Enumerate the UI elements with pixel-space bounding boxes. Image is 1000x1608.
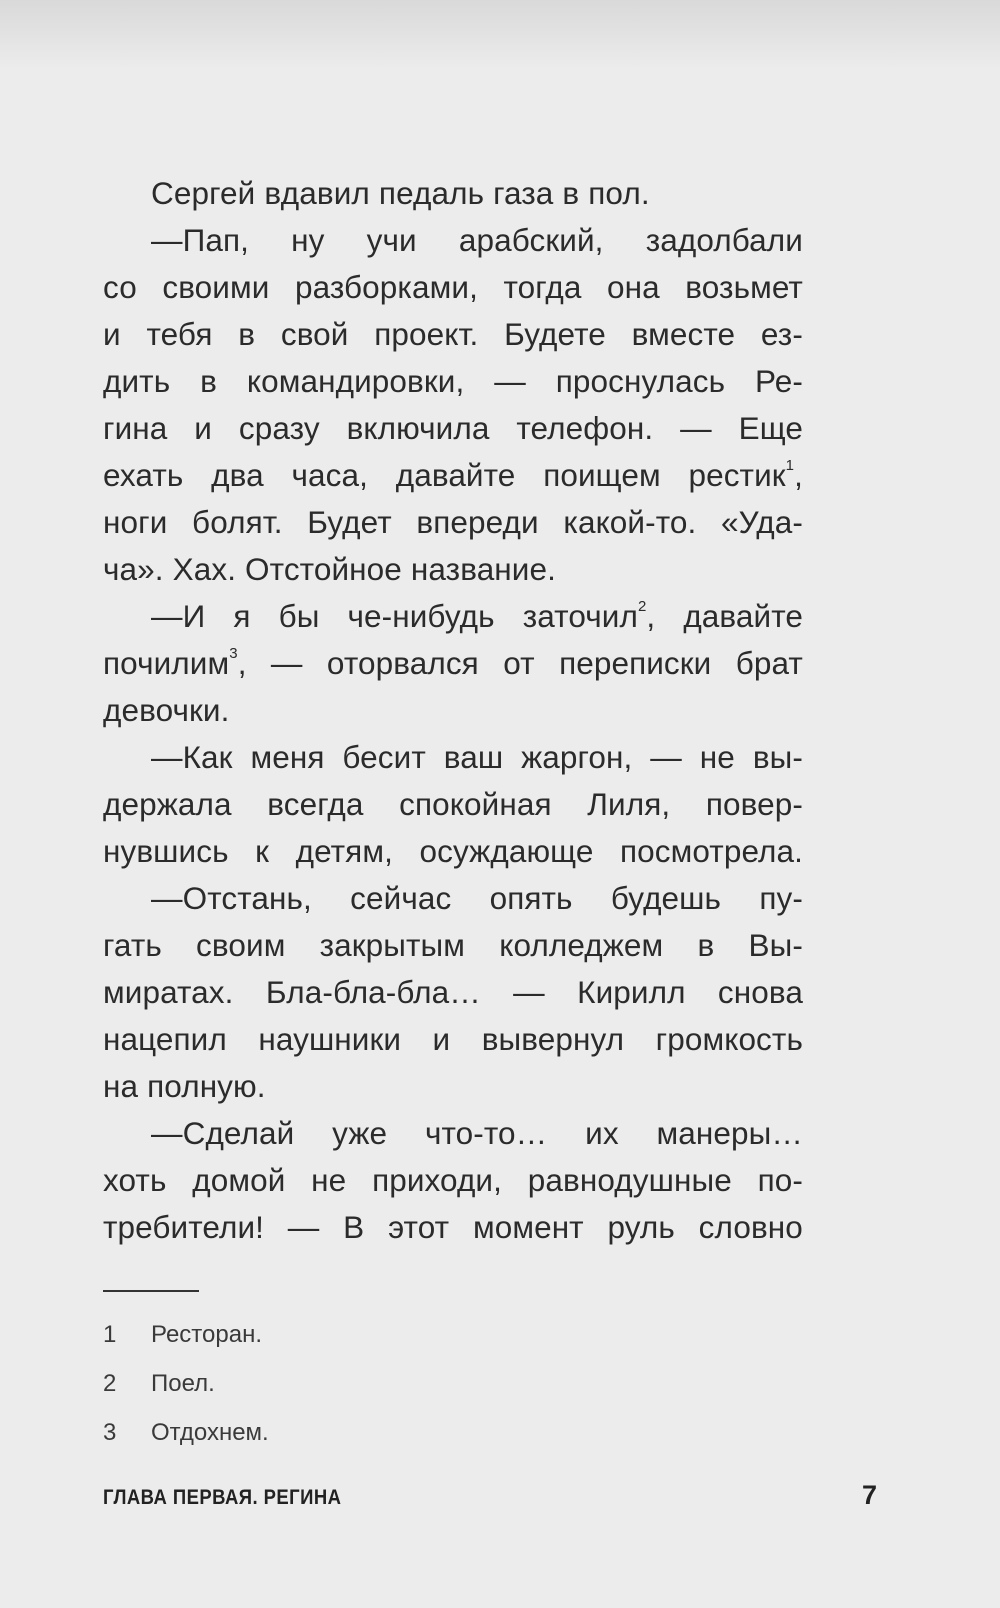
footnote-number: 2 [103,1370,117,1397]
word-text: телефон. [516,410,654,446]
word [103,1016,227,1063]
word [103,828,229,875]
footnote-number: 1 [103,1321,117,1348]
word-text: бесит [342,739,426,775]
word [103,1063,138,1110]
word-text: проект. [374,316,479,352]
word-text: повер- [705,786,803,822]
word [482,1016,624,1063]
word-text: Еще [738,410,803,446]
footnote-ref: 3 [229,645,238,662]
word-text: болят. [192,504,283,540]
word-text: сразу [238,410,320,446]
word [399,781,551,828]
word-text: разборками, [294,269,478,305]
word-text: равнодушные [527,1162,732,1198]
word-text: требители! [103,1209,265,1245]
word [559,640,711,687]
word-text: пол. [588,175,650,211]
word-text: Ре- [755,363,803,399]
word-text: Будете [504,316,606,352]
word [620,828,803,875]
word-text: детям, [295,833,393,869]
word-text: — [287,1209,320,1245]
word-text: колледжем [499,927,664,963]
word [753,734,803,781]
word-text: —Отстань, [151,880,312,916]
word-text: миратах. [103,974,234,1010]
word [499,922,663,969]
word-text: — [650,739,682,775]
word [563,499,696,546]
word-text: арабский, [458,222,604,258]
word-text: заточил [522,598,638,634]
word [420,828,594,875]
word [516,405,653,452]
word [680,405,712,452]
word-text: жаргон, [521,739,633,775]
word-text: сейчас [350,880,452,916]
word-text: оторвался [326,645,479,681]
text-line [103,1063,803,1110]
word-text: Сергей [151,175,256,211]
word-text: ез- [760,316,803,352]
word-text: впереди [416,504,539,540]
word [250,734,324,781]
text-line [103,875,803,922]
word [543,452,661,499]
word [103,546,164,593]
word [343,1204,364,1251]
word [307,499,391,546]
word [706,781,803,828]
word [264,170,370,217]
word [245,546,402,593]
word-text: проснулась [555,363,726,399]
word [494,358,526,405]
word-text: бы [278,598,320,634]
word [348,593,495,640]
word-text: со [103,269,137,305]
word-text: Хах. [172,551,237,587]
word [577,969,685,1016]
word-text: своими [162,269,270,305]
word [657,1110,803,1157]
text-line [103,499,803,546]
word [146,311,212,358]
text-line [103,1016,803,1063]
footnote-item [103,1359,269,1408]
word [103,452,183,499]
word-text: свой [280,316,349,352]
word [291,217,324,264]
word [196,922,285,969]
word-text: —И [151,598,206,634]
word [699,1204,803,1251]
word [528,1157,732,1204]
word [247,358,464,405]
word-text: к [255,833,270,869]
word-text: закрытым [319,927,466,963]
word-text: рестик [688,457,786,493]
word-text: будешь [610,880,722,916]
word-text: вы- [752,739,803,775]
word [646,217,803,264]
running-head: ГЛАВА ПЕРВАЯ. РЕГИНА [103,1486,342,1509]
word-text: их [585,1115,619,1151]
word [700,734,735,781]
text-line [103,781,803,828]
word-text: В [343,1209,365,1245]
word [255,828,269,875]
page-edge-shadow [0,0,1000,70]
text-line [103,546,803,593]
word-text: своим [196,927,286,963]
text-line [103,593,803,640]
footnote-text: Поел. [151,1370,215,1397]
word-text: Отстойное [245,551,402,587]
word [656,1016,803,1063]
word [503,640,534,687]
word-text: громкость [655,1021,803,1057]
page-number: 7 [862,1480,878,1510]
word [266,969,481,1016]
text-line [103,217,803,264]
word [258,1016,401,1063]
word-text: тебя [146,316,213,352]
footnote-text: Отдохнем. [151,1419,269,1446]
word-text: переписки [559,645,712,681]
word [192,499,283,546]
word-text: ча». [103,551,164,587]
word [416,499,538,546]
word-text: домой [192,1162,286,1198]
word [194,405,212,452]
word [327,640,479,687]
word-text: Бла-бла-бла… [265,974,481,1010]
word [425,1110,547,1157]
text-line [103,922,803,969]
word-text: включила [346,410,490,446]
word [151,217,249,264]
word-text: нувшись [103,833,229,869]
word-text: не [311,1162,347,1198]
word [755,358,803,405]
word [490,875,573,922]
word [504,311,606,358]
word [295,264,478,311]
word [281,311,349,358]
word-text: ноги [103,504,168,540]
word-text: гать [103,927,162,963]
word-text: почилим [103,645,230,681]
word-text: —Пап, [151,222,249,258]
text-line [103,1157,803,1204]
word-text: Вы- [748,927,803,963]
word [347,405,490,452]
word [632,311,736,358]
word-text: приходи, [372,1162,502,1198]
word [211,452,264,499]
word [688,452,803,499]
footnote-ref: 1 [785,457,795,474]
word-text: , [794,457,803,493]
word-text: нацепил [103,1021,227,1057]
word-text: пу- [759,880,803,916]
footnote-item [103,1310,269,1359]
word [103,358,170,405]
word-text: —Сделай [151,1115,295,1151]
word [683,593,803,640]
word-text: она [607,269,660,305]
text-line [103,687,803,734]
word-text: брат [735,645,803,681]
word-text: и [103,316,121,352]
word-text: не [699,739,735,775]
word-text: Лиля, [587,786,671,822]
text-line [103,170,803,217]
word-text: Будет [307,504,392,540]
word [238,311,255,358]
word [396,452,516,499]
footnote-text: Ресторан. [151,1321,262,1348]
word [103,1157,166,1204]
word [103,687,229,734]
word-text: , [237,645,247,681]
word [103,640,247,687]
word-text: поищем [543,457,661,493]
word-text: в [200,363,217,399]
word-text: всегда [267,786,364,822]
word [292,452,368,499]
word-text: командировки, [246,363,465,399]
word [562,170,579,217]
text-line [103,264,803,311]
word-text: девочки. [103,692,230,728]
word-text: — [494,363,526,399]
word-text: что-то… [424,1115,548,1151]
text-line [103,358,803,405]
word [721,499,803,546]
word [388,1204,449,1251]
word [162,264,269,311]
word [200,358,217,405]
word-text: посмотрела. [620,833,803,869]
word [103,499,167,546]
word [103,311,121,358]
word [473,1204,584,1251]
word [759,875,803,922]
word-text: — [680,410,712,446]
word [151,1110,294,1157]
word [288,1204,320,1251]
word-text: тогда [503,269,582,305]
word [587,781,670,828]
word-text: вместе [631,316,736,352]
text-line [103,1110,803,1157]
word-text: манеры… [656,1115,803,1151]
word-text: задолбали [645,222,803,258]
word [650,734,682,781]
word-text: какой-то. [563,504,697,540]
word-text: наушники [258,1021,402,1057]
word [739,405,803,452]
word [493,170,553,217]
word-text: полную. [147,1068,266,1104]
word [607,1204,674,1251]
word-text: от [503,645,535,681]
word [433,1016,451,1063]
text-line [103,405,803,452]
text-line [103,828,803,875]
word [147,1063,266,1110]
word-text: момент [472,1209,584,1245]
word-text: ехать [103,457,184,493]
word [296,828,393,875]
word [342,734,425,781]
word [103,922,162,969]
word-text: уже [332,1115,388,1151]
text-line [103,311,803,358]
word [103,969,234,1016]
word [311,1157,346,1204]
word [556,358,725,405]
word-text: словно [698,1209,803,1245]
word [367,217,417,264]
word [320,922,465,969]
word-text: осуждающе [419,833,594,869]
word-text: возьмет [685,269,803,305]
word [279,593,320,640]
word-text: , [646,598,656,634]
word-text: давайте [395,457,516,493]
word-text: — [270,645,303,681]
word-text: и [194,410,212,446]
word [332,1110,387,1157]
word [372,1157,502,1204]
word-text: в [562,175,580,211]
word [173,546,236,593]
word [718,969,803,1016]
text-line [103,640,803,687]
word [271,640,303,687]
word [523,593,656,640]
word-text: давайте [683,598,803,634]
word-text: ну [291,222,325,258]
word [151,875,312,922]
word [267,781,363,828]
word [685,264,803,311]
word-text: гина [103,410,168,446]
text-line [103,734,803,781]
word-text: на [103,1068,139,1104]
word-text: в [238,316,256,352]
word [350,875,451,922]
word-text: этот [388,1209,450,1245]
word-text: меня [250,739,325,775]
word-text: и [432,1021,451,1057]
word [459,217,604,264]
word [588,170,649,217]
word [749,922,803,969]
word-text: два [211,457,264,493]
word-text: «Уда- [721,504,803,540]
word-text: держала [103,786,232,822]
word [379,170,484,217]
text-line [103,452,803,499]
word [611,875,721,922]
word [374,311,478,358]
word [103,405,167,452]
word [192,1157,285,1204]
word [521,734,632,781]
word [758,1157,803,1204]
word [151,734,233,781]
text-line [103,1204,803,1251]
word-text: вывернул [481,1021,625,1057]
word-text: хоть [103,1162,167,1198]
word [444,734,503,781]
word [151,170,255,217]
word [503,264,581,311]
word-text: — [513,974,545,1010]
word [103,264,137,311]
word-text: часа, [291,457,368,493]
word-text: название. [410,551,556,587]
word-text: педаль [378,175,485,211]
word [233,593,250,640]
word [103,1204,264,1251]
word-text: снова [717,974,803,1010]
word-text: —Как [151,739,233,775]
word-text: вдавил [264,175,370,211]
word-text: дить [103,363,171,399]
word-text: в [697,927,715,963]
footnote-separator [103,1290,199,1292]
word [736,640,803,687]
text-line [103,969,803,1016]
word [151,593,205,640]
word-text: руль [607,1209,675,1245]
word-text: по- [757,1162,803,1198]
word-text: опять [489,880,573,916]
footnote-number: 3 [103,1419,117,1446]
word-text: Кирилл [577,974,686,1010]
word [411,546,556,593]
word-text: спокойная [399,786,552,822]
word-text: учи [366,222,417,258]
word-text: ваш [443,739,504,775]
word [103,781,232,828]
word-text: газа [493,175,554,211]
word [761,311,803,358]
word-text: че-нибудь [347,598,495,634]
footnote-ref: 2 [637,598,647,615]
word [513,969,545,1016]
footnotes [103,1310,269,1457]
word-text: я [233,598,251,634]
word [239,405,320,452]
body-text [103,170,803,1251]
word [585,1110,619,1157]
footnote-item [103,1408,269,1457]
word [607,264,660,311]
word [697,922,714,969]
